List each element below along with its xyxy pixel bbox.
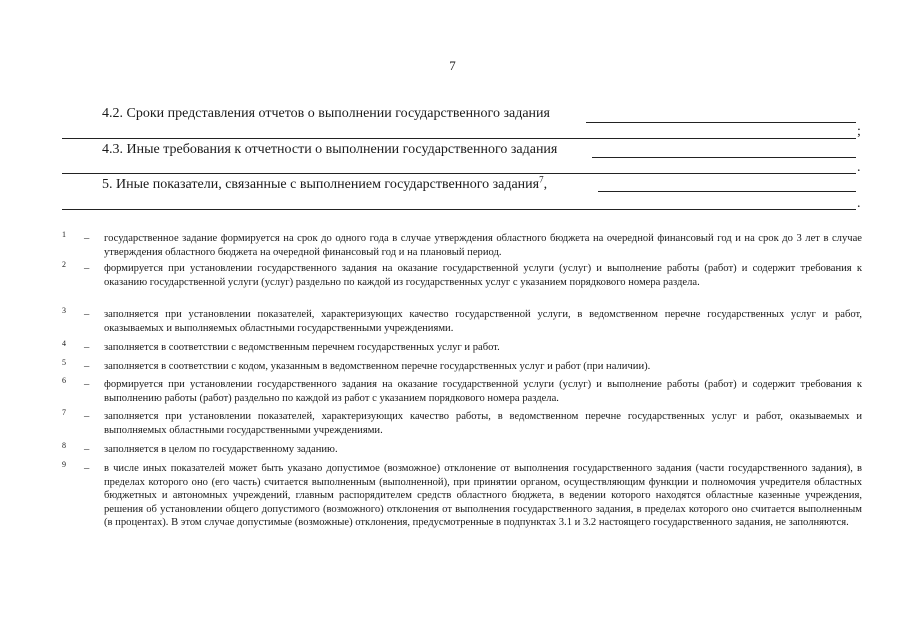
footnote-text: заполняется в соответствии с ведомственным перечнем государственных услуг и работ. bbox=[104, 342, 500, 353]
footnote-number: 2 bbox=[62, 260, 66, 269]
requirement-5-end-mark: . bbox=[857, 196, 861, 211]
footnote-number: 3 bbox=[62, 306, 66, 315]
footnote-dash: – bbox=[84, 342, 90, 353]
footnote-text: государственное задание формируется на срок до одного года в случае утверждения областного бюджета на очередной финансовый год и на срок до 3 лет в случае утверждения областного бюджета на очередной финансовый год и на плановый период. bbox=[104, 233, 862, 258]
footnote-text: в числе иных показателей может быть указано допустимое (возможное) отклонение от выполнения государственного задания (части государственного задания), в пределах которого оно (его часть) считается выполненным (выполненной), при принятии органом, осуществляющим функции и полномочия учредителя областных бюджетных и автономных учреждений, главным распорядителем средств областного бюджета, в ведении которого находятся областные казенные учреждения, решения об установлении общего допустимого (возможного) отклонения от выполнения государственного задания, в пределах которого оно считается выполненным (в процентах). В этом случае допустимые (возможные) отклонения, предусмотренные в подпунктах 3.1 и 3.2 настоящего государственного задания, не заполняются. bbox=[104, 463, 862, 529]
footnote-5 bbox=[62, 360, 862, 374]
footnote-number: 6 bbox=[62, 376, 66, 385]
footnote-dash: – bbox=[84, 463, 90, 474]
requirement-4-2-end-mark: ; bbox=[857, 124, 861, 139]
footnote-dash: – bbox=[84, 361, 90, 372]
footnote-text: заполняется при установлении показателей, характеризующих качество работы, в ведомственном перечне государственных услуг и работ, оказываемых и выполняемых областными государственными учреждениями. bbox=[104, 411, 862, 436]
footnote-text: заполняется при установлении показателей, характеризующих качество государственной услуги, в ведомственном перечне государственных услуг и работ, оказываемых и выполняемых областными государственными учреждениями. bbox=[104, 309, 862, 334]
footnote-dash: – bbox=[84, 233, 90, 244]
footnote-text: формируется при установлении государственного задания на оказание государственной услуги (услуг) и выполнение работы (работ) и содержит требования к оказанию государственной услуги (услуг) раздельно по каждой из государственных услуг с указанием порядкового номера раздела. bbox=[104, 263, 862, 288]
requirement-4-3-label bbox=[102, 142, 557, 158]
footnote-text: заполняется в целом по государственному заданию. bbox=[104, 444, 338, 455]
requirement-4-3-end-mark: . bbox=[857, 160, 861, 175]
footnote-dash: – bbox=[84, 444, 90, 455]
footnote-4 bbox=[62, 341, 862, 355]
requirement-5-continuation-line[interactable] bbox=[62, 209, 856, 210]
footnote-number: 9 bbox=[62, 460, 66, 469]
footnote-3 bbox=[62, 308, 862, 335]
footnote-ref[interactable]: 7 bbox=[539, 174, 544, 185]
footnote-number: 5 bbox=[62, 358, 66, 367]
footnote-7 bbox=[62, 410, 862, 437]
footnote-dash: – bbox=[84, 309, 90, 320]
footnote-text: заполняется в соответствии с кодом, указанным в ведомственном перечне государственных услуг и работ (при наличии). bbox=[104, 361, 651, 372]
footnote-text: формируется при установлении государственного задания на оказание государственной услуги (услуг) и выполнение работы (работ) и содержит требования к выполнению работы (работ) раздельно по каждой из работ с указанием порядкового номера раздела. bbox=[104, 379, 862, 404]
requirement-4-3-fill-line[interactable] bbox=[592, 157, 856, 158]
footnote-6 bbox=[62, 378, 862, 405]
requirement-4-2-label bbox=[102, 106, 550, 122]
footnote-1 bbox=[62, 232, 862, 259]
requirement-5-fill-line[interactable] bbox=[598, 191, 856, 192]
requirement-5-label bbox=[102, 174, 548, 193]
requirement-text: 4.3. Иные требования к отчетности о выполнении государственного задания bbox=[102, 142, 558, 157]
footnote-number: 4 bbox=[62, 339, 66, 348]
requirement-4-2-continuation-line[interactable] bbox=[62, 138, 856, 139]
footnote-9 bbox=[62, 462, 862, 530]
requirement-tail: , bbox=[543, 177, 548, 192]
requirement-4-3-continuation-line[interactable] bbox=[62, 173, 856, 174]
footnote-number: 8 bbox=[62, 441, 66, 450]
requirement-4-2-fill-line[interactable] bbox=[586, 122, 856, 123]
footnote-8 bbox=[62, 443, 862, 457]
requirement-text: 4.2. Сроки представления отчетов о выполнении государственного задания bbox=[102, 106, 550, 121]
page-number: 7 bbox=[449, 58, 456, 73]
footnote-number: 7 bbox=[62, 408, 66, 417]
footnote-number: 1 bbox=[62, 230, 66, 239]
requirement-text: 5. Иные показатели, связанные с выполнением государственного задания bbox=[102, 177, 540, 192]
footnote-2 bbox=[62, 262, 862, 289]
footnote-dash: – bbox=[84, 379, 90, 390]
footnote-dash: – bbox=[84, 411, 90, 422]
footnote-dash: – bbox=[84, 263, 90, 274]
